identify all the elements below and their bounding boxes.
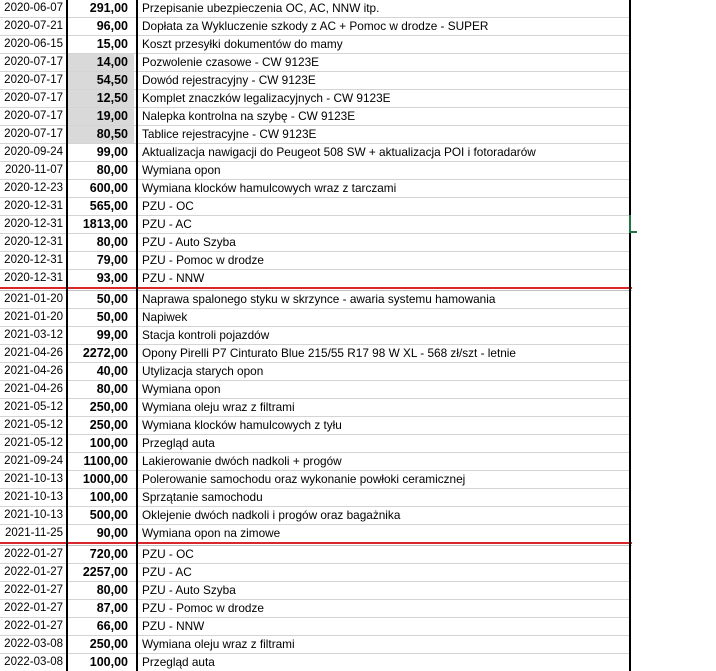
column-divider-date bbox=[66, 0, 68, 671]
description-cell[interactable]: Aktualizacja nawigacji do Peugeot 508 SW + aktualizacja POI i fotoradarów bbox=[142, 145, 536, 159]
row-gridline bbox=[0, 506, 631, 507]
date-cell[interactable]: 2021-11-25 bbox=[5, 527, 63, 539]
table-row[interactable] bbox=[0, 216, 716, 234]
row-gridline bbox=[0, 452, 631, 453]
date-cell[interactable]: 2022-01-27 bbox=[4, 620, 63, 632]
description-cell[interactable]: Dopłata za Wykluczenie szkody z AC + Pomoc w drodze - SUPER bbox=[142, 19, 489, 33]
table-row[interactable] bbox=[0, 90, 716, 108]
amount-cell[interactable]: 80,00 bbox=[96, 163, 128, 177]
table-row[interactable] bbox=[0, 654, 716, 671]
row-gridline bbox=[0, 380, 631, 381]
table-row[interactable] bbox=[0, 525, 716, 543]
row-gridline bbox=[0, 17, 631, 18]
amount-cell[interactable]: 40,00 bbox=[96, 364, 128, 378]
description-cell[interactable]: Wymiana klocków hamulcowych z tyłu bbox=[142, 418, 342, 432]
row-gridline bbox=[0, 35, 631, 36]
description-cell[interactable]: PZU - Auto Szyba bbox=[142, 235, 236, 249]
date-cell[interactable]: 2020-12-31 bbox=[4, 218, 63, 230]
column-divider-amount bbox=[136, 0, 138, 671]
row-gridline bbox=[0, 161, 631, 162]
description-cell[interactable]: Dowód rejestracyjny - CW 9123E bbox=[142, 73, 316, 87]
row-gridline bbox=[0, 581, 631, 582]
amount-cell[interactable]: 96,00 bbox=[96, 19, 128, 33]
row-gridline bbox=[0, 179, 631, 180]
row-gridline bbox=[0, 434, 631, 435]
description-cell[interactable]: PZU - OC bbox=[142, 547, 194, 561]
description-cell[interactable]: PZU - NNW bbox=[142, 619, 205, 633]
table-row[interactable] bbox=[0, 291, 716, 309]
table-row[interactable] bbox=[0, 582, 716, 600]
row-gridline bbox=[0, 215, 631, 216]
amount-cell[interactable]: 100,00 bbox=[89, 490, 128, 504]
description-cell[interactable]: Wymiana oleju wraz z filtrami bbox=[142, 637, 295, 651]
date-cell[interactable]: 2021-04-26 bbox=[4, 383, 63, 395]
table-row[interactable] bbox=[0, 564, 716, 582]
amount-cell[interactable]: 15,00 bbox=[96, 37, 128, 51]
date-cell[interactable]: 2022-01-27 bbox=[4, 566, 63, 578]
description-cell[interactable]: Przepisanie ubezpieczenia OC, AC, NNW itp. bbox=[142, 1, 380, 15]
table-row[interactable] bbox=[0, 72, 716, 90]
amount-cell[interactable]: 250,00 bbox=[89, 400, 128, 414]
row-gridline bbox=[0, 326, 631, 327]
description-cell[interactable]: PZU - Pomoc w drodze bbox=[142, 253, 264, 267]
table-row[interactable] bbox=[0, 0, 716, 18]
date-cell[interactable]: 2021-09-24 bbox=[4, 455, 63, 467]
table-row[interactable] bbox=[0, 54, 716, 72]
date-cell[interactable]: 2020-11-07 bbox=[5, 164, 63, 176]
table-row[interactable] bbox=[0, 636, 716, 654]
row-gridline bbox=[0, 488, 631, 489]
date-cell[interactable]: 2022-03-08 bbox=[4, 638, 63, 650]
amount-cell[interactable]: 54,50 bbox=[67, 72, 134, 89]
amount-cell[interactable]: 80,00 bbox=[96, 382, 128, 396]
amount-cell[interactable]: 14,00 bbox=[67, 54, 134, 71]
amount-cell[interactable]: 99,00 bbox=[96, 145, 128, 159]
description-cell[interactable]: PZU - Pomoc w drodze bbox=[142, 601, 264, 615]
amount-cell[interactable]: 600,00 bbox=[89, 181, 128, 195]
date-cell[interactable]: 2021-01-20 bbox=[4, 311, 63, 323]
column-divider-description bbox=[629, 0, 631, 671]
row-gridline bbox=[0, 107, 631, 108]
amount-cell[interactable]: 250,00 bbox=[89, 418, 128, 432]
amount-cell[interactable]: 80,50 bbox=[67, 126, 134, 143]
amount-cell[interactable]: 93,00 bbox=[96, 271, 128, 285]
date-cell[interactable]: 2020-07-17 bbox=[4, 56, 63, 68]
row-gridline bbox=[0, 599, 631, 600]
date-cell[interactable]: 2020-07-17 bbox=[4, 74, 63, 86]
description-cell[interactable]: Wymiana opon bbox=[142, 163, 221, 177]
row-gridline bbox=[0, 344, 631, 345]
description-cell[interactable]: Tablice rejestracyjne - CW 9123E bbox=[142, 127, 317, 141]
date-cell[interactable]: 2021-05-12 bbox=[4, 437, 63, 449]
description-cell[interactable]: Przegląd auta bbox=[142, 655, 215, 669]
description-cell[interactable]: Sprzątanie samochodu bbox=[142, 490, 263, 504]
table-row[interactable] bbox=[0, 234, 716, 252]
description-cell[interactable]: Opony Pirelli P7 Cinturato Blue 215/55 R17 98 W XL - 568 zł/szt - letnie bbox=[142, 346, 516, 360]
description-cell[interactable]: PZU - Auto Szyba bbox=[142, 583, 236, 597]
amount-cell[interactable]: 66,00 bbox=[96, 619, 128, 633]
date-cell[interactable]: 2020-06-15 bbox=[4, 38, 63, 50]
description-cell[interactable]: Lakierowanie dwóch nadkoli + progów bbox=[142, 454, 342, 468]
description-cell[interactable]: Nalepka kontrolna na szybę - CW 9123E bbox=[142, 109, 356, 123]
description-cell[interactable]: Pozwolenie czasowe - CW 9123E bbox=[142, 55, 320, 69]
row-gridline bbox=[0, 269, 631, 270]
row-gridline bbox=[0, 653, 631, 654]
amount-cell[interactable]: 100,00 bbox=[89, 655, 128, 669]
date-cell[interactable]: 2022-01-27 bbox=[4, 584, 63, 596]
table-row[interactable] bbox=[0, 363, 716, 381]
row-gridline bbox=[0, 89, 631, 90]
description-cell[interactable]: Utylizacja starych opon bbox=[142, 364, 264, 378]
date-cell[interactable]: 2022-01-27 bbox=[4, 548, 63, 560]
date-cell[interactable]: 2020-09-24 bbox=[4, 146, 63, 158]
year-separator-underline bbox=[0, 545, 632, 546]
date-cell[interactable]: 2021-10-13 bbox=[4, 509, 63, 521]
table-row[interactable] bbox=[0, 507, 716, 525]
row-gridline bbox=[0, 197, 631, 198]
date-cell[interactable]: 2020-12-31 bbox=[4, 272, 63, 284]
date-cell[interactable]: 2021-10-13 bbox=[4, 491, 63, 503]
date-cell[interactable]: 2022-01-27 bbox=[4, 602, 63, 614]
description-cell[interactable]: PZU - OC bbox=[142, 199, 194, 213]
amount-cell[interactable]: 80,00 bbox=[96, 235, 128, 249]
year-separator-line bbox=[0, 287, 632, 289]
row-gridline bbox=[0, 71, 631, 72]
description-cell[interactable]: Wymiana opon na zimowe bbox=[142, 526, 281, 540]
amount-cell[interactable]: 2272,00 bbox=[82, 346, 128, 360]
amount-cell[interactable]: 291,00 bbox=[89, 1, 128, 15]
description-cell[interactable]: Naprawa spalonego styku w skrzynce - awaria systemu hamowania bbox=[142, 292, 496, 306]
table-row[interactable] bbox=[0, 180, 716, 198]
date-cell[interactable]: 2020-12-31 bbox=[4, 236, 63, 248]
description-cell[interactable]: PZU - AC bbox=[142, 565, 192, 579]
date-cell[interactable]: 2021-04-26 bbox=[4, 347, 63, 359]
table-row[interactable] bbox=[0, 36, 716, 54]
amount-cell[interactable]: 1000,00 bbox=[82, 472, 128, 486]
table-row[interactable] bbox=[0, 471, 716, 489]
table-row[interactable] bbox=[0, 18, 716, 36]
amount-cell[interactable]: 720,00 bbox=[89, 547, 128, 561]
amount-cell[interactable]: 1100,00 bbox=[83, 454, 128, 468]
table-row[interactable] bbox=[0, 270, 716, 288]
table-row[interactable] bbox=[0, 381, 716, 399]
description-cell[interactable]: Wymiana klocków hamulcowych wraz z tarczami bbox=[142, 181, 397, 195]
amount-cell[interactable]: 50,00 bbox=[96, 310, 128, 324]
date-cell[interactable]: 2020-06-07 bbox=[4, 2, 63, 14]
table-row[interactable] bbox=[0, 489, 716, 507]
date-cell[interactable]: 2022-03-08 bbox=[4, 656, 63, 668]
row-gridline bbox=[0, 143, 631, 144]
amount-cell[interactable]: 1813,00 bbox=[82, 217, 128, 231]
description-cell[interactable]: Przegląd auta bbox=[142, 436, 215, 450]
table-row[interactable] bbox=[0, 327, 716, 345]
description-cell[interactable]: Napiwek bbox=[142, 310, 188, 324]
date-cell[interactable]: 2021-03-12 bbox=[4, 329, 63, 341]
table-row[interactable] bbox=[0, 198, 716, 216]
table-row[interactable] bbox=[0, 309, 716, 327]
row-gridline bbox=[0, 416, 631, 417]
date-cell[interactable]: 2021-05-12 bbox=[4, 419, 63, 431]
amount-cell[interactable]: 99,00 bbox=[96, 328, 128, 342]
table-row[interactable] bbox=[0, 252, 716, 270]
row-gridline bbox=[0, 563, 631, 564]
description-cell[interactable]: Stacja kontroli pojazdów bbox=[142, 328, 270, 342]
description-cell[interactable]: PZU - AC bbox=[142, 217, 192, 231]
date-cell[interactable]: 2020-07-17 bbox=[4, 92, 63, 104]
amount-cell[interactable]: 250,00 bbox=[89, 637, 128, 651]
table-row[interactable] bbox=[0, 144, 716, 162]
table-row[interactable] bbox=[0, 399, 716, 417]
row-gridline bbox=[0, 524, 631, 525]
table-row[interactable] bbox=[0, 435, 716, 453]
active-cell-marker[interactable] bbox=[629, 215, 637, 233]
amount-cell[interactable]: 80,00 bbox=[96, 583, 128, 597]
date-cell[interactable]: 2020-07-21 bbox=[4, 20, 63, 32]
date-cell[interactable]: 2020-12-31 bbox=[4, 200, 63, 212]
table-row[interactable] bbox=[0, 453, 716, 471]
amount-cell[interactable]: 565,00 bbox=[89, 199, 128, 213]
table-row[interactable] bbox=[0, 417, 716, 435]
row-gridline bbox=[0, 362, 631, 363]
amount-cell[interactable]: 90,00 bbox=[96, 526, 128, 540]
row-gridline bbox=[0, 53, 631, 54]
date-cell[interactable]: 2021-05-12 bbox=[4, 401, 63, 413]
description-cell[interactable]: Wymiana opon bbox=[142, 382, 221, 396]
row-gridline bbox=[0, 308, 631, 309]
year-separator-line bbox=[0, 542, 632, 544]
date-cell[interactable]: 2020-12-23 bbox=[4, 182, 63, 194]
table-row[interactable] bbox=[0, 126, 716, 144]
amount-cell[interactable]: 100,00 bbox=[89, 436, 128, 450]
row-gridline bbox=[0, 398, 631, 399]
description-cell[interactable]: Wymiana oleju wraz z filtrami bbox=[142, 400, 295, 414]
table-row[interactable] bbox=[0, 600, 716, 618]
table-row[interactable] bbox=[0, 108, 716, 126]
row-gridline bbox=[0, 470, 631, 471]
date-cell[interactable]: 2020-07-17 bbox=[4, 110, 63, 122]
description-cell[interactable]: Komplet znaczków legalizacyjnych - CW 9123E bbox=[142, 91, 391, 105]
amount-cell[interactable]: 2257,00 bbox=[82, 565, 128, 579]
amount-cell[interactable]: 87,00 bbox=[96, 601, 128, 615]
amount-cell[interactable]: 12,50 bbox=[67, 90, 134, 107]
description-cell[interactable]: Koszt przesyłki dokumentów do mamy bbox=[142, 37, 343, 51]
amount-cell[interactable]: 79,00 bbox=[96, 253, 128, 267]
row-gridline bbox=[0, 125, 631, 126]
date-cell[interactable]: 2021-04-26 bbox=[4, 365, 63, 377]
amount-cell[interactable]: 500,00 bbox=[89, 508, 128, 522]
row-gridline bbox=[0, 233, 631, 234]
row-gridline bbox=[0, 251, 631, 252]
table-row[interactable] bbox=[0, 618, 716, 636]
date-cell[interactable]: 2021-10-13 bbox=[4, 473, 63, 485]
description-cell[interactable]: Polerowanie samochodu oraz wykonanie powłoki ceramicznej bbox=[142, 472, 466, 486]
date-cell[interactable]: 2020-07-17 bbox=[4, 128, 63, 140]
description-cell[interactable]: PZU - NNW bbox=[142, 271, 205, 285]
table-row[interactable] bbox=[0, 345, 716, 363]
date-cell[interactable]: 2020-12-31 bbox=[4, 254, 63, 266]
row-gridline bbox=[0, 635, 631, 636]
date-cell[interactable]: 2021-01-20 bbox=[4, 293, 63, 305]
year-separator-underline bbox=[0, 290, 632, 291]
table-row[interactable] bbox=[0, 546, 716, 564]
amount-cell[interactable]: 50,00 bbox=[96, 292, 128, 306]
amount-cell[interactable]: 19,00 bbox=[67, 108, 134, 125]
row-gridline bbox=[0, 617, 631, 618]
description-cell[interactable]: Oklejenie dwóch nadkoli i progów oraz bagażnika bbox=[142, 508, 401, 522]
table-row[interactable] bbox=[0, 162, 716, 180]
